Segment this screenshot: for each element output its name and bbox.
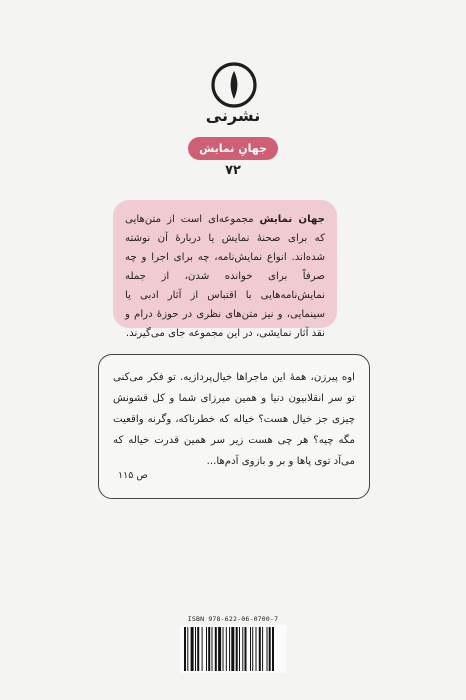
series-number: ۷۲ bbox=[225, 163, 241, 178]
series-description-lead: جهان نمایش bbox=[259, 214, 326, 225]
excerpt-quote-text: اوه پیرزن، همهٔ این ماجراها خیال‌پردازیه. تو فکر می‌کنی تو سر انقلابیون دنیا و همین میرزای شما و کل قشونش چیزی جز خیال هست؟ خیاله که خطرناکه، وگرنه واقعیت مگه چیه؟ هر چی هست زیر سر همین قدرت خیاله که می‌آد توی پاها و بر و بازوی آدم‌ها... bbox=[113, 372, 355, 467]
series-description-box bbox=[113, 200, 337, 339]
barcode-image bbox=[180, 625, 286, 673]
excerpt-page-reference: ص ۱۱۵ bbox=[118, 470, 148, 481]
ney-leaf-logo-icon bbox=[211, 62, 257, 108]
series-label-badge: جهانِ نمایش bbox=[188, 137, 278, 160]
isbn-text: ISBN 978-622-06-0700-7 bbox=[187, 615, 279, 623]
series-description-text: مجموعه‌ای است از متن‌هایی که برای صحنهٔ نمایش یا دربارهٔ آن نوشته شده‌اند. انواع نمایش‌نامه، چه برای اجرا و چه صرفاً برای خوانده شدن، از جمله نمایش‌نامه‌هایی با اقتباس از آثار ادبی یا سینمایی، و نیز متن‌های نظری در حوزهٔ درام و نقد آثار نمایشی، در این مجموعه جای می‌گیرند. bbox=[125, 214, 325, 339]
publisher-name: نشرنی bbox=[205, 106, 261, 125]
isbn-block bbox=[180, 615, 286, 673]
